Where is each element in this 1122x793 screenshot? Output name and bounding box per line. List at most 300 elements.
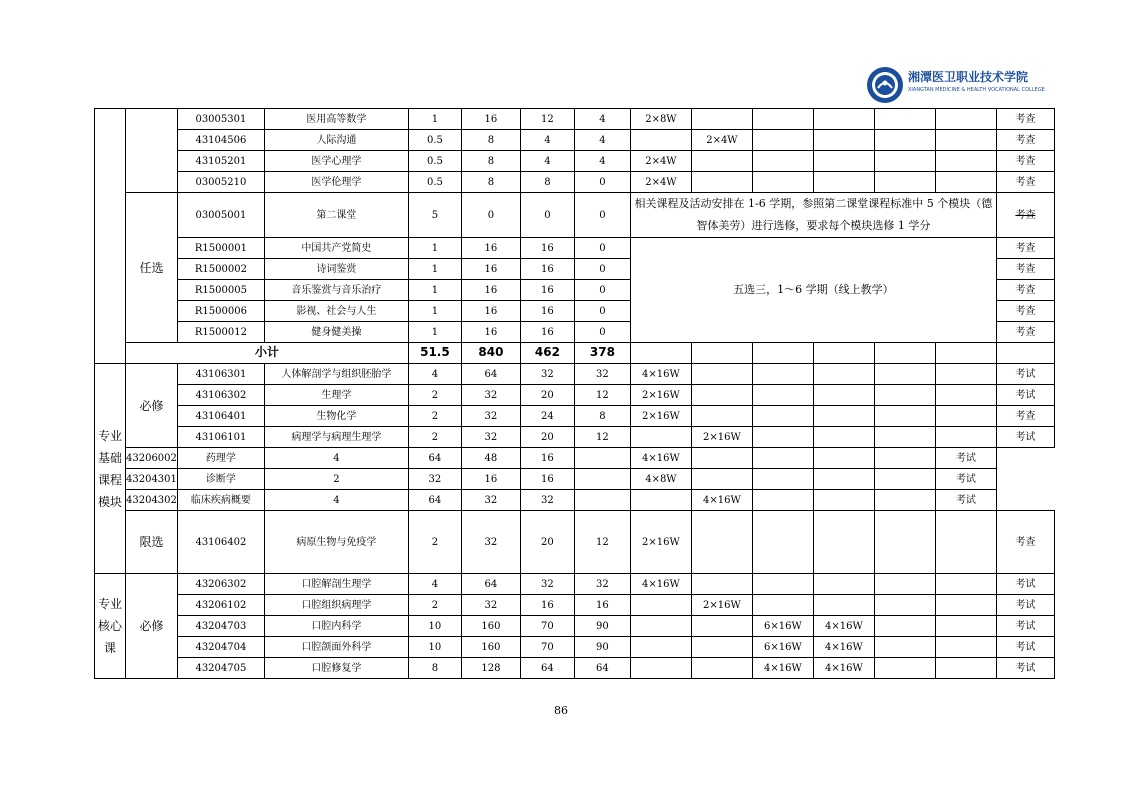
cell-semester-s4 <box>752 490 813 511</box>
cell-assess: 考查 <box>996 151 1054 172</box>
table-row <box>95 637 1055 658</box>
cell-semester-s6 <box>935 385 996 406</box>
cell-total: 32 <box>461 427 520 448</box>
cell-name: 医学伦理学 <box>264 172 408 193</box>
cell-credit: 2 <box>408 595 461 616</box>
cell-semester-s5 <box>874 616 935 637</box>
cell-semester-s1 <box>574 469 630 490</box>
cell-theory: 12 <box>520 109 574 130</box>
cell-semester-s2 <box>691 385 752 406</box>
cell-practice: 0 <box>574 301 630 322</box>
cell-practice: 32 <box>574 574 630 595</box>
cell-code: 03005001 <box>177 193 264 238</box>
cell-practice: 32 <box>520 490 574 511</box>
table-row <box>95 427 1055 448</box>
table-row <box>95 151 1055 172</box>
cell-semester-s6 <box>874 469 935 490</box>
cell-semester-s5 <box>813 469 874 490</box>
cell-semester-s3 <box>752 574 813 595</box>
cell-total: 32 <box>461 385 520 406</box>
cell-semester-s6 <box>935 427 996 448</box>
cell-code: 43105201 <box>177 151 264 172</box>
table-row <box>95 511 1055 574</box>
cell-theory: 48 <box>461 448 520 469</box>
cell-semester-s5 <box>813 448 874 469</box>
cell-credit: 10 <box>408 616 461 637</box>
cell-credit: 0.5 <box>408 130 461 151</box>
cell-semester-s1: 2×16W <box>630 385 691 406</box>
cell-semester-s3 <box>752 151 813 172</box>
cell-semester-s6 <box>935 172 996 193</box>
cell-semester-s3 <box>752 511 813 574</box>
cell-total: 32 <box>461 595 520 616</box>
cell-assess: 考查 <box>996 130 1054 151</box>
cell-practice: 32 <box>574 364 630 385</box>
cell-assess: 考试 <box>935 490 996 511</box>
cell-code: 43204302 <box>126 490 178 511</box>
cell-name: 中国共产党简史 <box>264 238 408 259</box>
cell-semester-s2 <box>630 490 691 511</box>
subtotal-theory: 462 <box>520 343 574 364</box>
cell-name: 第二课堂 <box>264 193 408 238</box>
cell-semester-s6 <box>874 490 935 511</box>
cell-credit: 2 <box>264 469 408 490</box>
cell-semester-s4 <box>813 595 874 616</box>
cell-semester-s5 <box>874 406 935 427</box>
cell-total: 128 <box>461 658 520 679</box>
school-name-en: XIANGTAN MEDICINE & HEALTH VOCATIONAL COLLEGE <box>908 87 1045 93</box>
cell-total: 64 <box>461 364 520 385</box>
table-row <box>95 595 1055 616</box>
cell-practice: 4 <box>574 130 630 151</box>
cell-assess: 考试 <box>996 385 1054 406</box>
cell-total: 16 <box>461 109 520 130</box>
cell-theory: 16 <box>520 238 574 259</box>
cell-semester-s3 <box>752 406 813 427</box>
cell-credit: 8 <box>408 658 461 679</box>
cell-semester-s5 <box>874 364 935 385</box>
cell-theory: 32 <box>461 490 520 511</box>
cell-code: 03005210 <box>177 172 264 193</box>
cell-semester-s4 <box>813 574 874 595</box>
cell-semester-s5 <box>874 574 935 595</box>
cell-theory: 16 <box>461 469 520 490</box>
table-row <box>95 490 1055 511</box>
cell-credit: 4 <box>408 364 461 385</box>
cell-code: R1500005 <box>177 280 264 301</box>
module-cell <box>95 109 126 364</box>
cell-semester-s1 <box>630 658 691 679</box>
cell-code: 43106401 <box>177 406 264 427</box>
cell-semester-s4 <box>813 130 874 151</box>
cell-semester-s3 <box>691 448 752 469</box>
cell-name: 影视、社会与人生 <box>264 301 408 322</box>
cell-name: 口腔颌面外科学 <box>264 637 408 658</box>
cell-assess: 考试 <box>935 448 996 469</box>
cell-assess: 考试 <box>996 427 1054 448</box>
cell-code: R1500006 <box>177 301 264 322</box>
cell-semester-s4 <box>813 385 874 406</box>
table-cell <box>996 343 1054 364</box>
cell-name: 病原生物与免疫学 <box>264 511 408 574</box>
cell-total: 16 <box>461 280 520 301</box>
cell-credit: 10 <box>408 637 461 658</box>
cell-assess: 考试 <box>996 574 1054 595</box>
cell-credit: 1 <box>408 301 461 322</box>
cell-semester-s1 <box>630 130 691 151</box>
cell-semester-s1 <box>630 595 691 616</box>
cell-semester-s6 <box>874 448 935 469</box>
cell-semester-s5 <box>874 427 935 448</box>
cell-semester-s2: 2×16W <box>691 595 752 616</box>
cell-semester-s5 <box>874 595 935 616</box>
cell-name: 人际沟通 <box>264 130 408 151</box>
cell-total: 160 <box>461 637 520 658</box>
cell-code: 43206002 <box>126 448 178 469</box>
cell-semester-s5 <box>874 109 935 130</box>
cell-theory: 64 <box>520 658 574 679</box>
cell-assess: 考查 <box>996 322 1054 343</box>
cell-practice: 0 <box>574 322 630 343</box>
cell-code: 43104506 <box>177 130 264 151</box>
table-row <box>95 109 1055 130</box>
cell-name: 生物化学 <box>264 406 408 427</box>
cell-total: 32 <box>408 469 461 490</box>
cell-semester-s1: 2×16W <box>630 511 691 574</box>
cell-semester-s1 <box>630 427 691 448</box>
cell-assess: 考查 <box>996 193 1054 238</box>
cell-practice: 16 <box>520 448 574 469</box>
table-row <box>95 469 1055 490</box>
cell-theory: 20 <box>520 385 574 406</box>
required-label: 必修 <box>126 364 178 448</box>
cell-assess: 考试 <box>996 658 1054 679</box>
cell-practice: 4 <box>574 151 630 172</box>
cell-total: 160 <box>461 616 520 637</box>
cell-name: 医用高等数学 <box>264 109 408 130</box>
table-row <box>95 172 1055 193</box>
cell-name: 临床疾病概要 <box>177 490 264 511</box>
table-row <box>95 238 1055 259</box>
cell-semester-s6 <box>935 364 996 385</box>
table-row <box>95 193 1055 238</box>
cell-semester-s5 <box>874 658 935 679</box>
cell-semester-s2 <box>691 172 752 193</box>
cell-semester-s3 <box>752 364 813 385</box>
cell-name: 诗词鉴赏 <box>264 259 408 280</box>
required-label: 必修 <box>126 574 178 679</box>
cell-credit: 5 <box>408 193 461 238</box>
cell-credit: 1 <box>408 238 461 259</box>
table-cell <box>691 343 752 364</box>
cell-theory: 16 <box>520 280 574 301</box>
cell-semester-s6 <box>935 637 996 658</box>
table-row <box>95 658 1055 679</box>
cell-semester-s2 <box>691 658 752 679</box>
cell-practice: 0 <box>574 172 630 193</box>
cell-semester-s3: 6×16W <box>752 616 813 637</box>
table-row <box>95 343 1055 364</box>
cell-credit: 4 <box>408 574 461 595</box>
cell-practice: 8 <box>574 406 630 427</box>
cell-semester-s2 <box>691 151 752 172</box>
cell-assess: 考查 <box>996 280 1054 301</box>
table-cell <box>752 343 813 364</box>
cell-credit: 2 <box>408 385 461 406</box>
cell-practice: 12 <box>574 385 630 406</box>
table-row <box>95 448 1055 469</box>
cell-semester-s1: 2×16W <box>630 406 691 427</box>
cell-semester-s1: 2×4W <box>630 151 691 172</box>
cell-semester-s3 <box>752 109 813 130</box>
cell-name: 人体解剖学与组织胚胎学 <box>264 364 408 385</box>
cell-name: 口腔解剖生理学 <box>264 574 408 595</box>
table-cell <box>874 343 935 364</box>
cell-theory: 16 <box>520 259 574 280</box>
cell-code: 43204705 <box>177 658 264 679</box>
cell-theory: 70 <box>520 637 574 658</box>
cell-code: 43106101 <box>177 427 264 448</box>
cell-credit: 2 <box>408 427 461 448</box>
cell-semester-s6 <box>935 151 996 172</box>
cell-theory: 0 <box>520 193 574 238</box>
cell-code: 03005301 <box>177 109 264 130</box>
cell-semester-s2 <box>691 574 752 595</box>
college-emblem-icon <box>866 66 904 104</box>
cell-practice: 12 <box>574 427 630 448</box>
cell-code: 43206302 <box>177 574 264 595</box>
cell-credit: 1 <box>408 109 461 130</box>
cell-name: 病理学与病理生理学 <box>264 427 408 448</box>
cell-semester-s1: 2×4W <box>630 172 691 193</box>
cell-practice: 90 <box>574 616 630 637</box>
cell-practice: 0 <box>574 193 630 238</box>
cell-semester-s5 <box>874 172 935 193</box>
cell-assess: 考查 <box>996 172 1054 193</box>
cell-semester-s6 <box>935 406 996 427</box>
table-cell <box>630 343 691 364</box>
cell-assess: 考试 <box>996 595 1054 616</box>
cell-code: 43204704 <box>177 637 264 658</box>
cell-name: 音乐鉴赏与音乐治疗 <box>264 280 408 301</box>
cell-semester-s3 <box>752 427 813 448</box>
cell-semester-s2: 2×4W <box>691 130 752 151</box>
cell-semester-s3: 4×16W <box>752 658 813 679</box>
category-cell: 任选 <box>126 193 178 343</box>
cell-code: 43106402 <box>177 511 264 574</box>
cell-semester-s1: 4×16W <box>630 364 691 385</box>
cell-name: 口腔组织病理学 <box>264 595 408 616</box>
cell-total: 64 <box>461 574 520 595</box>
cell-credit: 1 <box>408 259 461 280</box>
cell-semester-s3 <box>691 469 752 490</box>
cell-theory: 4 <box>520 130 574 151</box>
cell-semester-s6 <box>935 130 996 151</box>
elective-note: 五选三，1～6 学期（线上教学） <box>630 238 996 343</box>
cell-semester-s5 <box>813 490 874 511</box>
table-row <box>95 385 1055 406</box>
cell-credit: 2 <box>408 511 461 574</box>
cell-semester-s6 <box>935 595 996 616</box>
cell-semester-s4: 4×16W <box>813 616 874 637</box>
cell-semester-s6 <box>935 574 996 595</box>
cell-total: 32 <box>461 406 520 427</box>
school-name: 湘潭医卫职业技术学院 <box>908 70 1029 84</box>
table-row <box>95 406 1055 427</box>
limited-label: 限选 <box>126 511 178 574</box>
cell-total: 8 <box>461 172 520 193</box>
cell-credit: 0.5 <box>408 151 461 172</box>
cell-code: R1500002 <box>177 259 264 280</box>
cell-assess: 考试 <box>996 637 1054 658</box>
cell-semester-s4 <box>813 427 874 448</box>
table-row <box>95 364 1055 385</box>
cell-assess: 考查 <box>996 301 1054 322</box>
cell-semester-s6 <box>935 511 996 574</box>
cell-name: 口腔内科学 <box>264 616 408 637</box>
second-class-note: 相关课程及活动安排在 1-6 学期，参照第二课堂课程标准中 5 个模块（德智体美劳）进行选修，要求每个模块选修 1 学分 <box>630 193 996 238</box>
cell-code: 43106301 <box>177 364 264 385</box>
cell-semester-s2 <box>691 616 752 637</box>
category-cell <box>126 109 178 193</box>
page-number: 86 <box>554 704 568 717</box>
cell-theory: 16 <box>520 322 574 343</box>
cell-semester-s2 <box>691 364 752 385</box>
cell-name: 口腔修复学 <box>264 658 408 679</box>
cell-code: 43206102 <box>177 595 264 616</box>
cell-assess: 考查 <box>996 406 1054 427</box>
subtotal-label: 小计 <box>126 343 409 364</box>
cell-total: 0 <box>461 193 520 238</box>
cell-total: 16 <box>461 238 520 259</box>
cell-semester-s4 <box>813 406 874 427</box>
cell-code: R1500012 <box>177 322 264 343</box>
cell-assess: 考试 <box>935 469 996 490</box>
cell-semester-s4 <box>752 448 813 469</box>
cell-total: 8 <box>461 151 520 172</box>
cell-name: 生理学 <box>264 385 408 406</box>
cell-name: 健身健美操 <box>264 322 408 343</box>
cell-name: 医学心理学 <box>264 151 408 172</box>
cell-semester-s2 <box>691 109 752 130</box>
cell-semester-s3 <box>752 172 813 193</box>
cell-theory: 24 <box>520 406 574 427</box>
cell-theory: 20 <box>520 511 574 574</box>
cell-credit: 1 <box>408 280 461 301</box>
cell-code: 43204301 <box>126 469 178 490</box>
cell-semester-s6 <box>935 616 996 637</box>
subtotal-total: 840 <box>461 343 520 364</box>
cell-practice: 16 <box>520 469 574 490</box>
cell-semester-s4 <box>813 109 874 130</box>
cell-total: 8 <box>461 130 520 151</box>
cell-theory: 8 <box>520 172 574 193</box>
cell-semester-s5 <box>874 385 935 406</box>
cell-practice: 90 <box>574 637 630 658</box>
cell-name: 诊断学 <box>177 469 264 490</box>
cell-practice: 12 <box>574 511 630 574</box>
cell-assess: 考查 <box>996 109 1054 130</box>
table-row <box>95 130 1055 151</box>
cell-code: R1500001 <box>177 238 264 259</box>
cell-semester-s2 <box>691 511 752 574</box>
cell-total: 16 <box>461 322 520 343</box>
cell-semester-s1 <box>630 616 691 637</box>
cell-semester-s2: 2×16W <box>691 427 752 448</box>
cell-practice: 0 <box>574 238 630 259</box>
cell-theory: 32 <box>520 574 574 595</box>
cell-assess: 考查 <box>996 259 1054 280</box>
cell-theory: 16 <box>520 595 574 616</box>
cell-semester-s4 <box>813 511 874 574</box>
cell-theory: 20 <box>520 427 574 448</box>
cell-semester-s1: 2×8W <box>630 109 691 130</box>
cell-semester-s1 <box>574 448 630 469</box>
cell-semester-s4 <box>752 469 813 490</box>
cell-theory: 32 <box>520 364 574 385</box>
cell-semester-s1 <box>574 490 630 511</box>
cell-semester-s3: 4×16W <box>691 490 752 511</box>
cell-semester-s4 <box>813 364 874 385</box>
cell-total: 64 <box>408 490 461 511</box>
cell-semester-s4: 4×16W <box>813 658 874 679</box>
cell-semester-s2 <box>691 637 752 658</box>
cell-total: 32 <box>461 511 520 574</box>
cell-semester-s6 <box>935 109 996 130</box>
basic-module-label: 专业基础课程模块 <box>95 364 126 574</box>
curriculum-table <box>94 108 1055 679</box>
cell-semester-s1 <box>630 637 691 658</box>
table-row <box>95 574 1055 595</box>
cell-assess: 考试 <box>996 364 1054 385</box>
cell-semester-s3 <box>752 385 813 406</box>
cell-semester-s3 <box>752 130 813 151</box>
cell-semester-s2: 4×8W <box>630 469 691 490</box>
cell-code: 43204703 <box>177 616 264 637</box>
cell-semester-s2 <box>691 406 752 427</box>
cell-code: 43106302 <box>177 385 264 406</box>
cell-theory: 70 <box>520 616 574 637</box>
table-row <box>95 616 1055 637</box>
cell-assess: 考查 <box>996 511 1054 574</box>
cell-semester-s2: 4×16W <box>630 448 691 469</box>
cell-practice: 4 <box>574 109 630 130</box>
cell-semester-s3 <box>752 595 813 616</box>
cell-semester-s6 <box>935 658 996 679</box>
cell-practice: 0 <box>574 259 630 280</box>
cell-semester-s4 <box>813 151 874 172</box>
cell-total: 64 <box>408 448 461 469</box>
cell-semester-s5 <box>874 151 935 172</box>
subtotal-credit: 51.5 <box>408 343 461 364</box>
cell-practice: 0 <box>574 280 630 301</box>
cell-semester-s3: 6×16W <box>752 637 813 658</box>
cell-practice: 16 <box>574 595 630 616</box>
cell-practice: 64 <box>574 658 630 679</box>
cell-semester-s1: 4×16W <box>630 574 691 595</box>
cell-total: 16 <box>461 301 520 322</box>
cell-name: 药理学 <box>177 448 264 469</box>
table-cell <box>813 343 874 364</box>
cell-total: 16 <box>461 259 520 280</box>
core-module-label: 专业核心课 <box>95 574 126 679</box>
cell-credit: 0.5 <box>408 172 461 193</box>
cell-credit: 4 <box>264 490 408 511</box>
cell-theory: 4 <box>520 151 574 172</box>
college-logo <box>866 66 1045 104</box>
cell-credit: 1 <box>408 322 461 343</box>
cell-semester-s5 <box>874 511 935 574</box>
